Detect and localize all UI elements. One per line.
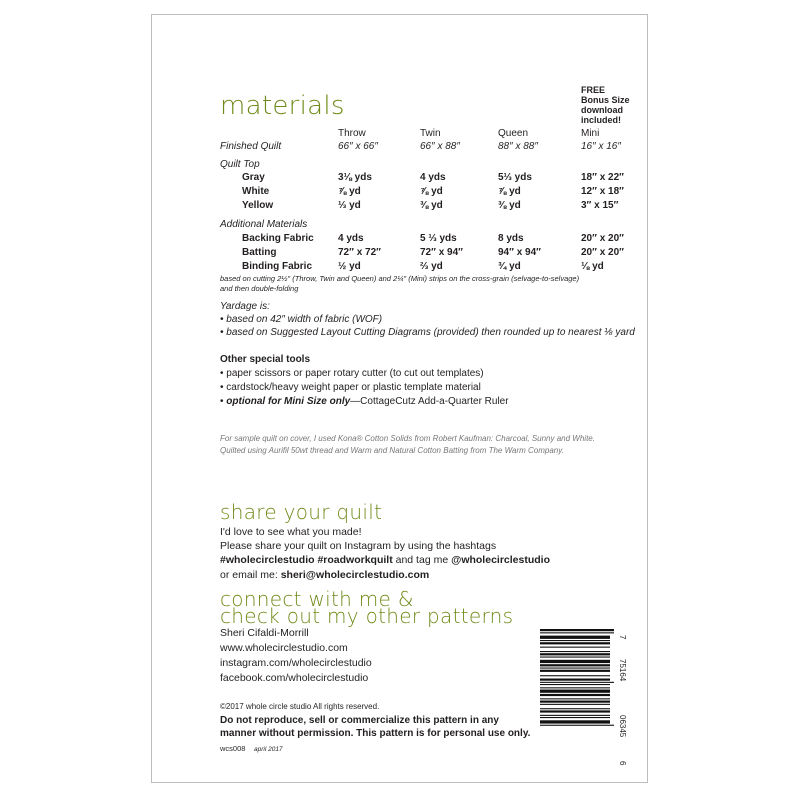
table-cell: ¾ yd xyxy=(498,261,521,272)
instagram-handle[interactable]: @wholecirclestudio xyxy=(451,554,551,566)
table-cell: ⅜ yd xyxy=(420,200,443,211)
table-cell: 4 yds xyxy=(420,172,446,183)
barcode-bar xyxy=(540,690,610,693)
barcode-bar xyxy=(540,717,610,718)
barcode-bar xyxy=(540,670,610,672)
hashtags: #wholecirclestudio #roadworkquilt xyxy=(220,554,393,566)
free-bonus-note xyxy=(581,85,641,125)
barcode-bar xyxy=(540,701,610,703)
optional-label: optional for Mini Size only xyxy=(226,396,351,407)
row-label-backing: Backing Fabric xyxy=(242,233,314,244)
barcode-bar xyxy=(540,651,610,652)
binding-note: and then double-folding xyxy=(220,284,299,293)
row-label-binding: Binding Fabric xyxy=(242,261,312,272)
free-note-line: Bonus Size xyxy=(581,95,630,105)
barcode-bar xyxy=(540,725,614,726)
pattern-code: wcs008 xyxy=(220,744,246,753)
tag-text: and tag me xyxy=(392,554,452,566)
barcode-bars xyxy=(540,629,614,726)
website-link[interactable]: www.wholecirclestudio.com xyxy=(220,642,348,654)
table-cell: ⅓ yd xyxy=(338,200,361,211)
table-cell: ⅞ yd xyxy=(420,186,443,197)
additional-materials-label: Additional Materials xyxy=(220,219,308,230)
barcode xyxy=(540,627,628,769)
table-cell: 3⅛ yds xyxy=(338,172,372,183)
materials-heading: materials xyxy=(220,91,345,121)
row-label-gray: Gray xyxy=(242,172,265,183)
share-heading: share your quilt xyxy=(220,500,383,524)
free-note-line: included! xyxy=(581,115,621,125)
facebook-link[interactable]: facebook.com/wholecirclestudio xyxy=(220,672,369,684)
tools-item: • cardstock/heavy weight paper or plastic template material xyxy=(220,382,481,393)
table-cell: ⅜ yd xyxy=(498,200,521,211)
barcode-bar xyxy=(540,675,610,676)
sample-note: For sample quilt on cover, I used Kona® Cotton Solids from Robert Kaufman: Charcoal, Sunny and White. xyxy=(220,434,595,443)
free-note-line: download xyxy=(581,105,623,115)
table-cell: ⅛ yd xyxy=(581,261,604,272)
column-header-twin: Twin xyxy=(420,128,441,139)
copyright: ©2017 whole circle studio All rights reserved. xyxy=(220,702,380,711)
barcode-digit: 6 xyxy=(618,761,627,766)
barcode-bar xyxy=(540,660,610,663)
barcode-bar xyxy=(540,640,610,641)
connect-heading: check out my other patterns xyxy=(220,604,514,628)
table-cell: 5⅓ yds xyxy=(498,172,532,183)
row-label-batting: Batting xyxy=(242,247,277,258)
table-cell: ⅞ yd xyxy=(338,186,361,197)
barcode-digit: 7 xyxy=(618,635,627,640)
yardage-item: • based on Suggested Layout Cutting Diagrams (provided) then rounded up to nearest ⅛ yard xyxy=(220,327,635,338)
barcode-bar xyxy=(540,636,610,639)
column-header-mini: Mini xyxy=(581,128,600,139)
pattern-date: april 2017 xyxy=(254,746,283,753)
pattern-back-page xyxy=(151,14,648,783)
email-link[interactable]: sheri@wholecirclestudio.com xyxy=(280,569,430,581)
table-cell: 20″ x 20″ xyxy=(581,233,624,244)
free-note-line: FREE xyxy=(581,85,606,95)
usage-notice: manner without permission. This pattern is for personal use only. xyxy=(220,728,531,739)
sample-note: Quilted using Aurifil 50wt thread and Warm and Natural Cotton Batting from The Warm Company. xyxy=(220,446,564,455)
tools-item: • paper scissors or paper rotary cutter (to cut out templates) xyxy=(220,368,484,379)
table-cell: ⅞ yd xyxy=(498,186,521,197)
table-cell: 66″ x 88″ xyxy=(420,141,460,152)
barcode-bar xyxy=(540,710,610,712)
usage-notice: Do not reproduce, sell or commercialize this pattern in any xyxy=(220,715,499,726)
optional-tool: —CottageCutz Add-a-Quarter Ruler xyxy=(350,396,509,407)
barcode-bar xyxy=(540,664,610,666)
table-cell: 66″ x 66″ xyxy=(338,141,378,152)
yardage-title: Yardage is: xyxy=(220,301,270,312)
barcode-digits: 75164 xyxy=(618,659,627,682)
barcode-bar xyxy=(540,632,614,633)
table-cell: 72″ x 94″ xyxy=(420,247,463,258)
barcode-bar xyxy=(540,657,610,658)
table-cell: ⅔ yd xyxy=(420,261,443,272)
barcode-bar xyxy=(540,682,614,683)
quilt-top-label: Quilt Top xyxy=(220,159,260,170)
barcode-bar xyxy=(540,647,610,648)
barcode-bar xyxy=(540,694,610,696)
barcode-bar xyxy=(540,653,610,655)
table-cell: 8 yds xyxy=(498,233,524,244)
table-cell: 20″ x 20″ xyxy=(581,247,624,258)
barcode-bar xyxy=(540,642,610,644)
tools-item-optional: • optional for Mini Size only—CottageCutz Add-a-Quarter Ruler xyxy=(220,396,509,407)
barcode-bar xyxy=(540,668,610,669)
table-cell: 72″ x 72″ xyxy=(338,247,381,258)
share-line: I'd love to see what you made! xyxy=(220,526,362,538)
share-hashtags-line xyxy=(220,553,550,568)
binding-note: based on cutting 2½″ (Throw, Twin and Queen) and 2¼″ (Mini) strips on the cross-grain (selvage-to-selvage) xyxy=(220,274,580,283)
barcode-bar xyxy=(540,679,610,681)
yardage-item: • based on 42″ width of fabric (WOF) xyxy=(220,314,383,325)
column-header-throw: Throw xyxy=(338,128,366,139)
table-cell: 3″ x 15″ xyxy=(581,200,619,211)
barcode-bar xyxy=(540,720,610,723)
share-email-line xyxy=(220,568,429,583)
barcode-bar xyxy=(540,687,610,688)
column-header-queen: Queen xyxy=(498,128,529,139)
table-cell: ½ yd xyxy=(338,261,361,272)
barcode-bar xyxy=(540,684,610,685)
barcode-bar xyxy=(540,715,610,716)
instagram-link[interactable]: instagram.com/wholecirclestudio xyxy=(220,657,372,669)
barcode-digits: 06345 xyxy=(618,715,627,738)
share-line: Please share your quilt on Instagram by using the hashtags xyxy=(220,540,497,552)
table-cell: 16″ x 16″ xyxy=(581,141,621,152)
table-cell: 88″ x 88″ xyxy=(498,141,538,152)
table-cell: 5 ⅓ yds xyxy=(420,233,457,244)
finished-quilt-label: Finished Quilt xyxy=(220,141,282,152)
barcode-bar xyxy=(540,704,610,705)
table-cell: 18″ x 22″ xyxy=(581,172,624,183)
row-label-white: White xyxy=(242,186,270,197)
barcode-bar xyxy=(540,708,610,709)
author-name: Sheri Cifaldi-Morrill xyxy=(220,627,309,639)
barcode-bar xyxy=(540,629,614,631)
barcode-bar xyxy=(540,698,610,699)
email-prefix: or email me: xyxy=(220,569,281,581)
connect-heading: connect with me & xyxy=(220,587,414,611)
table-cell: 4 yds xyxy=(338,233,364,244)
table-cell: 12″ x 18″ xyxy=(581,186,624,197)
row-label-yellow: Yellow xyxy=(242,200,274,211)
table-cell: 94″ x 94″ xyxy=(498,247,541,258)
tools-title: Other special tools xyxy=(220,354,311,365)
